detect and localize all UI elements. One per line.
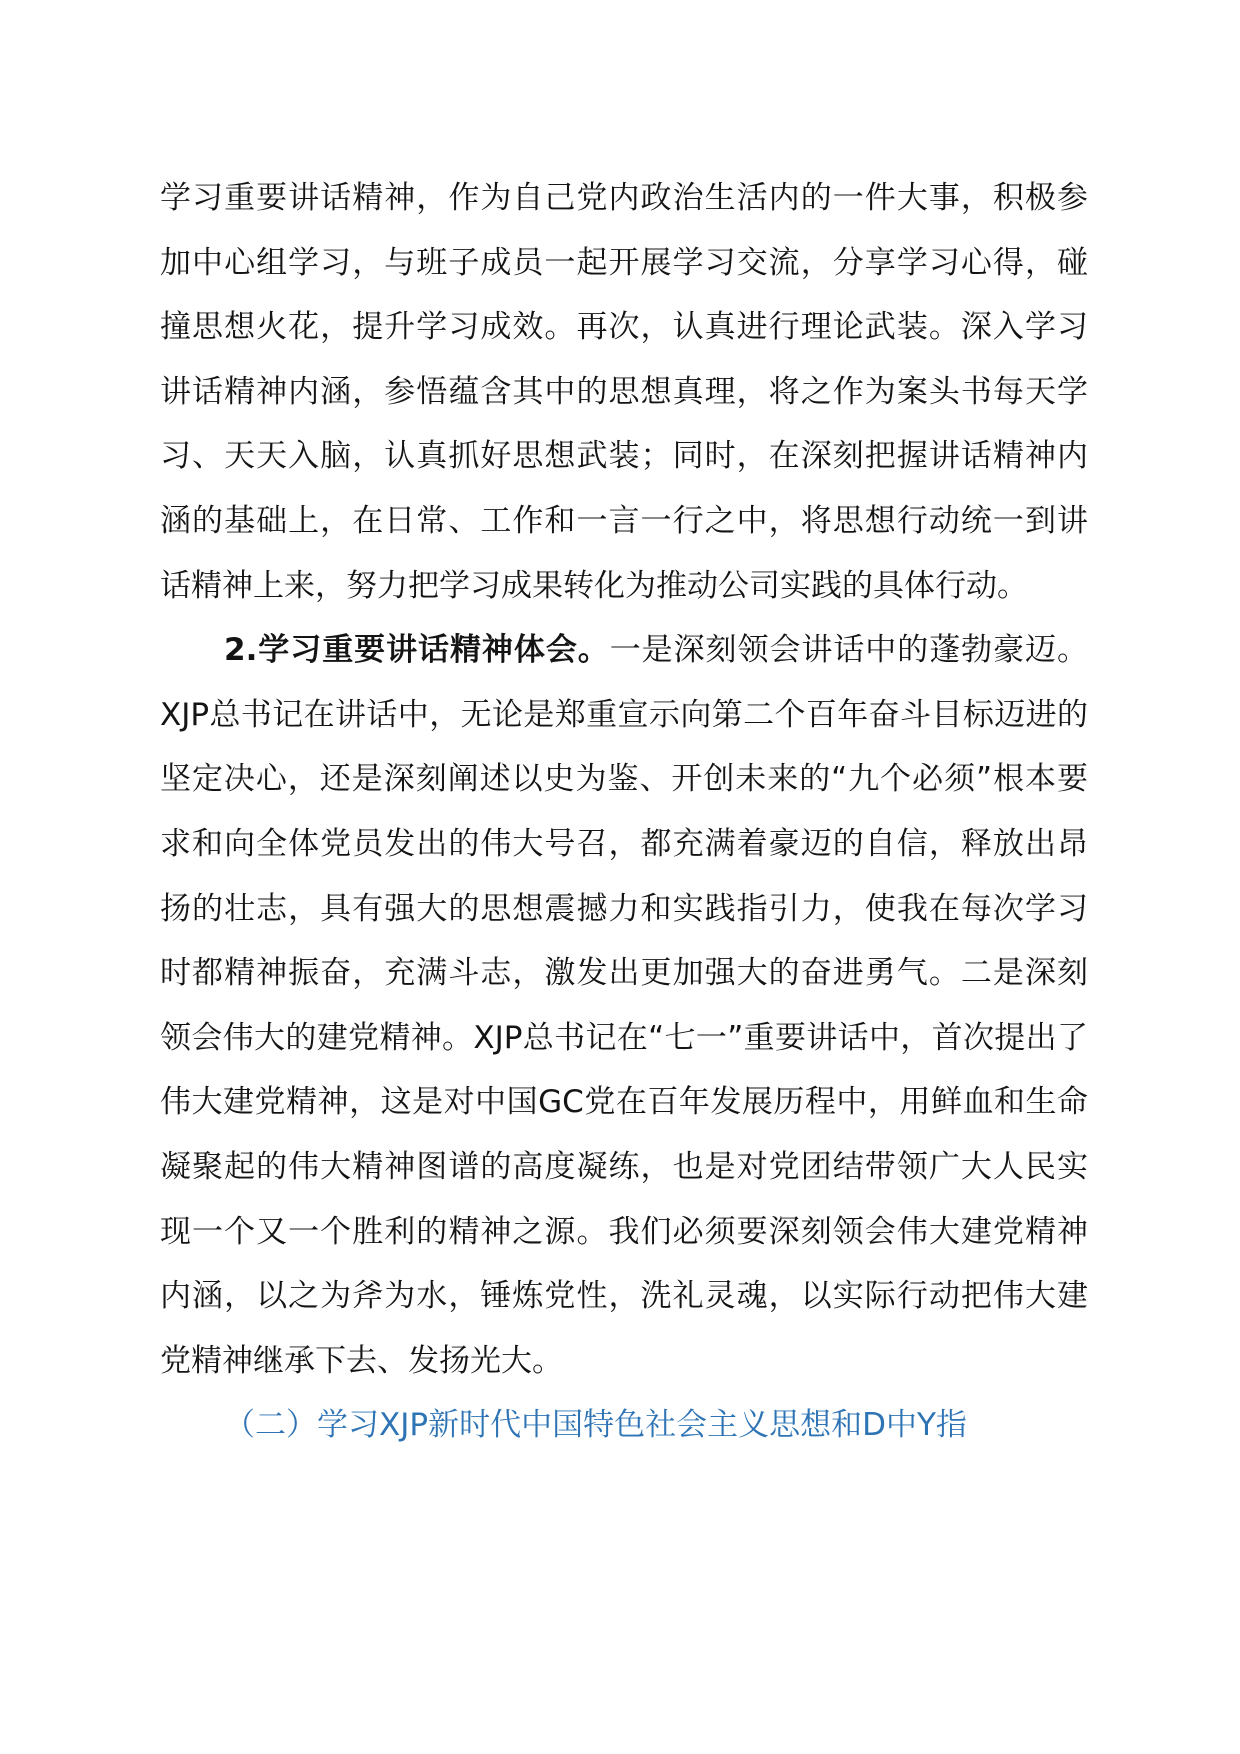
paragraph-1: 学习重要讲话精神，作为自己党内政治生活内的一件大事，积极参加中心组学习，与班子成员一起开展学习交流，分享学习心得，碰撞思想火花，提升学习成效。再次，认真进行理论武装。深入学习讲话精神内涵，参悟蕴含其中的思想真理，将之作为案头书每天学习、天天入脑，认真抓好思想武装；同时，在深刻把握讲话精神内涵的基础上，在日常、工作和一言一行之中，将思想行动统一到讲话精神上来，努力把学习成果转化为推动公司实践的具体行动。	[160, 180, 1088, 604]
section-heading: （二）学习XJP新时代中国特色社会主义思想和D中Y指	[224, 1407, 967, 1444]
paragraph-2	[160, 618, 1088, 1393]
paragraph-2-heading: 2.学习重要讲话精神体会。	[224, 632, 610, 669]
paragraph-2-body: 一是深刻领会讲话中的蓬勃豪迈。XJP总书记在讲话中，无论是郑重宣示向第二个百年奋斗目标迈进的坚定决心，还是深刻阐述以史为鉴、开创未来的“九个必须”根本要求和向全体党员发出的伟大号召，都充满着豪迈的自信，释放出昂扬的壮志，具有强大的思想震撼力和实践指引力，使我在每次学习时都精神振奋，充满斗志，激发出更加强大的奋进勇气。二是深刻领会伟大的建党精神。XJP总书记在“七一”重要讲话中，首次提出了伟大建党精神，这是对中国GC党在百年发展历程中，用鲜血和生命凝聚起的伟大精神图谱的高度凝练，也是对党团结带领广大人民实现一个又一个胜利的精神之源。我们必须要深刻领会伟大建党精神内涵，以之为斧为水，锤炼党性，洗礼灵魂，以实际行动把伟大建党精神继承下去、发扬光大。	[160, 632, 1088, 1379]
document-body	[160, 166, 1088, 1458]
